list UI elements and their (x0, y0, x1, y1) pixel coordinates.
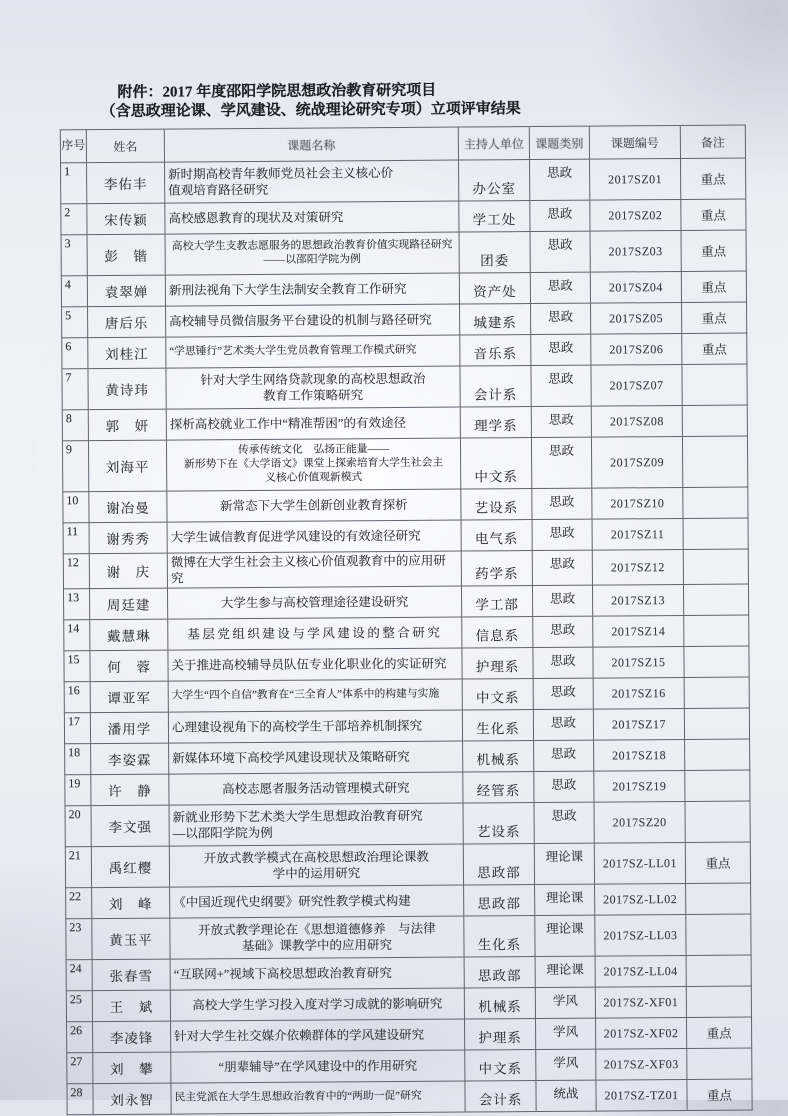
cell-remark (686, 955, 751, 986)
table-row (62, 364, 747, 410)
table-row (61, 158, 746, 204)
cell-code: 2017SZ-LL01 (594, 842, 685, 884)
cell-name: 郭 妍 (88, 409, 166, 441)
cell-code: 2017SZ09 (591, 436, 682, 488)
results-table-head (60, 125, 745, 163)
cell-code: 2017SZ19 (594, 770, 685, 802)
cell-unit: 思政部 (463, 844, 534, 885)
cell-project-title: “学思锤行”艺术类大学生党员教育管理工作模式研究 (166, 335, 460, 368)
cell-code: 2017SZ-LL04 (595, 955, 686, 987)
cell-code: 2017SZ16 (593, 677, 684, 709)
table-row (63, 518, 748, 554)
cell-index: 23 (66, 919, 92, 960)
results-table (60, 125, 753, 1116)
cell-unit: 资产处 (459, 273, 530, 304)
table-row (67, 1017, 752, 1053)
cell-remark (683, 518, 748, 549)
cell-index: 1 (61, 163, 87, 204)
cell-index: 5 (62, 307, 88, 338)
cell-remark: 重点 (687, 1079, 752, 1110)
cell-name: 刘桂江 (88, 337, 166, 369)
table-row (61, 230, 746, 276)
cell-code: 2017SZ-XF02 (596, 1017, 687, 1049)
cell-remark: 重点 (681, 158, 746, 199)
cell-code: 2017SZ-TZ01 (596, 1079, 687, 1111)
cell-name: 刘 峰 (92, 887, 170, 919)
cell-index: 11 (63, 523, 89, 554)
cell-project-title: 高校感恩教育的现状及对策研究 (165, 201, 459, 234)
cell-unit: 机械系 (463, 741, 534, 772)
cell-project-title: 新常态下大学生创新创业教育探析 (167, 489, 461, 522)
cell-category: 思政 (531, 365, 591, 406)
cell-code: 2017SZ07 (591, 364, 682, 406)
cell-project-title: 《中国近现代史纲要》研究性教学模式构建 (170, 885, 464, 918)
cell-remark (684, 646, 749, 677)
cell-category: 思政 (531, 334, 591, 365)
cell-index: 19 (65, 775, 91, 806)
header-row (60, 125, 745, 163)
cell-category: 理论课 (535, 884, 595, 915)
table-row (62, 333, 747, 369)
table-row (65, 770, 750, 806)
cell-code: 2017SZ-XF01 (595, 986, 686, 1018)
cell-remark: 重点 (687, 1017, 752, 1048)
cell-name: 李凌锋 (93, 1021, 171, 1053)
cell-category: 理论课 (534, 843, 594, 884)
table-row (64, 708, 749, 744)
cell-project-title: 开放式教学理论在《思想道德修养 与法律 基础》课教学中的应用研究 (170, 916, 464, 959)
cell-index: 27 (67, 1053, 93, 1084)
cell-name: 彭 锴 (87, 234, 165, 276)
cell-remark (686, 986, 751, 1017)
table-row (64, 677, 749, 713)
cell-remark (686, 883, 751, 914)
cell-remark: 重点 (681, 199, 746, 230)
table-row (64, 615, 749, 651)
cell-category: 统战 (536, 1080, 596, 1111)
cell-name: 何 蓉 (90, 650, 168, 682)
cell-unit: 经管系 (463, 772, 534, 803)
cell-unit: 药学系 (461, 551, 532, 586)
cell-code: 2017SZ12 (592, 549, 683, 585)
cell-unit: 会计系 (460, 366, 531, 407)
cell-project-title: 针对大学生社交媒介依赖群体的学风建设研究 (171, 1019, 465, 1052)
cell-code: 2017SZ10 (592, 487, 683, 519)
cell-project-title: 高校辅导员微信服务平台建设的机制与路径研究 (166, 304, 460, 337)
cell-unit: 护理系 (465, 1019, 536, 1050)
cell-project-title: 民主党派在大学生思想政治教育中的“两助一促”研究 (171, 1081, 465, 1114)
cell-index: 21 (65, 847, 91, 888)
cell-index: 15 (64, 651, 90, 682)
cell-index: 9 (62, 441, 88, 492)
cell-name: 禹红樱 (91, 846, 169, 888)
cell-name: 谢冶曼 (89, 491, 167, 523)
cell-project-title: 大学生参与高校管理途径建设研究 (167, 586, 461, 619)
cell-project-title: 大学生“四个自信”教育在“三全育人”体系中的构建与实施 (168, 679, 462, 712)
table-row (65, 739, 750, 775)
header-index: 序号 (60, 130, 86, 163)
cell-name: 戴慧琳 (90, 619, 168, 651)
table-row (62, 405, 747, 441)
cell-remark: 重点 (681, 271, 746, 302)
cell-code: 2017SZ04 (590, 271, 681, 303)
cell-name: 李姿霖 (91, 743, 169, 775)
cell-index: 20 (65, 806, 91, 847)
cell-code: 2017SZ11 (592, 518, 683, 550)
cell-remark (687, 1048, 752, 1079)
table-row (64, 646, 749, 682)
cell-remark (684, 708, 749, 739)
cell-category: 思政 (531, 303, 591, 334)
cell-project-title: “朋辈辅导”在学风建设中的作用研究 (171, 1050, 465, 1083)
results-table-body (61, 158, 753, 1115)
cell-remark (683, 584, 748, 615)
cell-category: 思政 (531, 437, 591, 488)
cell-unit: 学工部 (461, 586, 532, 617)
cell-unit: 团委 (459, 232, 530, 273)
cell-name: 袁翠婵 (87, 275, 165, 307)
cell-name: 张春雪 (92, 959, 170, 991)
cell-category: 理论课 (535, 956, 595, 987)
cell-index: 10 (63, 492, 89, 523)
cell-name: 周廷建 (89, 588, 167, 620)
cell-project-title: 探析高校就业工作中“精准帮困”的有效途径 (166, 407, 460, 440)
cell-unit: 理学系 (460, 407, 531, 438)
cell-category: 思政 (530, 200, 590, 231)
header-name: 姓名 (86, 129, 164, 163)
cell-category: 思政 (532, 488, 592, 519)
cell-index: 2 (61, 204, 87, 235)
cell-name: 唐后乐 (88, 306, 166, 338)
cell-project-title: 大学生诚信教育促进学风建设的有效途径研究 (167, 520, 461, 553)
cell-code: 2017SZ05 (591, 302, 682, 334)
header-category: 课题类别 (529, 126, 589, 159)
cell-unit: 信息系 (462, 617, 533, 648)
cell-code: 2017SZ15 (593, 646, 684, 678)
header-remark: 备注 (680, 125, 745, 158)
cell-unit: 办公室 (459, 160, 530, 201)
table-row (66, 914, 751, 960)
cell-unit: 中文系 (465, 1050, 536, 1081)
cell-category: 思政 (532, 519, 592, 550)
cell-unit: 机械系 (464, 988, 535, 1019)
cell-name: 刘 攀 (93, 1052, 171, 1084)
cell-code: 2017SZ03 (590, 230, 681, 272)
cell-name: 王 斌 (92, 990, 170, 1022)
cell-name: 谢秀秀 (89, 522, 167, 554)
cell-category: 理论课 (535, 915, 595, 956)
cell-remark (684, 677, 749, 708)
cell-index: 16 (64, 682, 90, 713)
cell-category: 思政 (530, 272, 590, 303)
cell-remark: 重点 (682, 302, 747, 333)
cell-unit: 城建系 (460, 304, 531, 335)
table-row (63, 549, 748, 589)
cell-name: 李文强 (91, 805, 169, 847)
cell-remark: 重点 (682, 333, 747, 364)
cell-code: 2017SZ01 (590, 158, 681, 200)
header-project-title: 课题名称 (164, 127, 458, 162)
cell-unit: 学工处 (459, 201, 530, 232)
table-row (66, 986, 751, 1022)
cell-project-title: 新时期高校青年教师党员社会主义核心价 值观培育路径研究 (165, 160, 459, 203)
cell-project-title: 新媒体环境下高校学风建设现状及策略研究 (169, 741, 463, 774)
cell-category: 思政 (534, 771, 594, 802)
cell-code: 2017SZ18 (594, 739, 685, 771)
cell-unit: 电气系 (461, 520, 532, 551)
cell-remark (682, 436, 747, 487)
cell-project-title: 关于推进高校辅导员队伍专业化职业化的实证研究 (168, 648, 462, 681)
cell-name: 宋传颖 (87, 203, 165, 235)
cell-index: 22 (66, 888, 92, 919)
table-row (61, 199, 746, 235)
table-row (65, 801, 750, 847)
table-row (62, 302, 747, 338)
cell-name: 许 静 (91, 774, 169, 806)
cell-name: 谢 庆 (89, 553, 167, 589)
document-title (0, 79, 786, 123)
table-row (62, 436, 747, 492)
header-unit: 主持人单位 (458, 127, 529, 160)
cell-category: 思政 (534, 740, 594, 771)
cell-project-title: 新刑法视角下大学生法制安全教育工作研究 (165, 273, 459, 306)
cell-unit: 生化系 (462, 710, 533, 741)
cell-index: 13 (63, 589, 89, 620)
cell-name: 黄玉平 (92, 918, 170, 960)
cell-code: 2017SZ14 (593, 615, 684, 647)
table-row (67, 1048, 752, 1084)
cell-name: 李佑丰 (87, 162, 165, 204)
table-row (63, 584, 748, 620)
cell-project-title: 心理建设视角下的高校学生干部培养机制探究 (168, 710, 462, 743)
table-row (61, 271, 746, 307)
cell-category: 学风 (536, 1049, 596, 1080)
cell-name: 潘用学 (90, 712, 168, 744)
cell-code: 2017SZ02 (590, 199, 681, 231)
cell-index: 26 (67, 1022, 93, 1053)
cell-category: 学风 (535, 987, 595, 1018)
cell-code: 2017SZ08 (591, 405, 682, 437)
cell-index: 24 (66, 960, 92, 991)
cell-category: 思政 (533, 678, 593, 709)
table-row (63, 487, 748, 523)
cell-index: 28 (67, 1084, 93, 1115)
cell-project-title: 高校大学生支教志愿服务的思想政治教育价值实现路径研究 ——以邵阳学院为例 (165, 232, 459, 275)
table-row (66, 883, 751, 919)
cell-remark: 重点 (685, 842, 750, 883)
cell-index: 25 (66, 991, 92, 1022)
cell-remark (684, 615, 749, 646)
cell-unit: 护理系 (462, 648, 533, 679)
cell-project-title: 高校大学生学习投入度对学习成就的影响研究 (170, 988, 464, 1021)
cell-code: 2017SZ13 (592, 584, 683, 616)
cell-unit: 音乐系 (460, 335, 531, 366)
cell-remark (682, 364, 747, 405)
cell-unit: 艺设系 (463, 803, 534, 844)
cell-category: 思政 (532, 585, 592, 616)
cell-category: 思政 (530, 231, 590, 272)
cell-code: 2017SZ06 (591, 333, 682, 365)
cell-project-title: “互联网+”视域下高校思想政治教育研究 (170, 957, 464, 990)
cell-index: 6 (62, 338, 88, 369)
cell-remark: 重点 (681, 230, 746, 271)
table-row (67, 1079, 752, 1115)
cell-project-title: 基层党组织建设与学风建设的整合研究 (168, 617, 462, 650)
table-row (66, 955, 751, 991)
cell-index: 3 (61, 235, 87, 276)
cell-category: 学风 (536, 1018, 596, 1049)
cell-remark (685, 770, 750, 801)
cell-project-title: 针对大学生网络贷款现象的高校思想政治 教育工作策略研究 (166, 366, 460, 409)
header-code: 课题编号 (589, 125, 680, 159)
cell-project-title: 传承传统文化 弘扬正能量—— 新形势下在《大学语文》课堂上探索培育大学生社会主 义核心价值观新模式 (166, 438, 460, 491)
cell-index: 7 (62, 369, 88, 410)
cell-category: 思政 (533, 647, 593, 678)
cell-unit: 艺设系 (461, 489, 532, 520)
cell-code: 2017SZ-LL03 (595, 914, 686, 956)
cell-index: 17 (64, 713, 90, 744)
cell-index: 12 (63, 554, 89, 589)
cell-category: 思政 (534, 802, 594, 843)
cell-index: 8 (62, 410, 88, 441)
cell-remark (682, 405, 747, 436)
cell-unit: 生化系 (464, 916, 535, 957)
cell-unit: 思政部 (464, 957, 535, 988)
cell-code: 2017SZ-LL02 (595, 883, 686, 915)
cell-category: 思政 (533, 616, 593, 647)
cell-category: 思政 (532, 550, 592, 585)
cell-remark (683, 487, 748, 518)
cell-name: 黄诗玮 (88, 368, 166, 410)
cell-remark (685, 739, 750, 770)
cell-remark (683, 549, 748, 584)
cell-unit: 中文系 (460, 438, 531, 489)
cell-project-title: 微博在大学生社会主义核心价值观教育中的应用研究 (167, 551, 461, 588)
cell-name: 谭亚军 (90, 681, 168, 713)
cell-name: 刘永智 (93, 1083, 171, 1115)
document-title-line1: 附件：2017 年度邵阳学院思想政治教育研究项目 (117, 82, 437, 101)
cell-project-title: 新就业形势下艺术类大学生思想政治教育研究 —以邵阳学院为例 (169, 803, 463, 846)
table-row (65, 842, 750, 888)
document-title-line2: （含思政理论课、学风建设、统战理论研究专项）立项评审结果 (100, 101, 521, 121)
cell-category: 思政 (531, 406, 591, 437)
cell-category: 思政 (533, 709, 593, 740)
cell-code: 2017SZ17 (593, 708, 684, 740)
cell-project-title: 高校志愿者服务活动管理模式研究 (169, 772, 463, 805)
cell-remark (685, 801, 750, 842)
cell-project-title: 开放式教学模式在高校思想政治理论课教 学中的运用研究 (169, 844, 463, 887)
cell-category: 思政 (530, 159, 590, 200)
cell-code: 2017SZ20 (594, 801, 685, 843)
cell-unit: 中文系 (462, 679, 533, 710)
cell-code: 2017SZ-XF03 (596, 1048, 687, 1080)
cell-unit: 会计系 (465, 1081, 536, 1112)
cell-name: 刘海平 (88, 440, 166, 492)
cell-remark (686, 914, 751, 955)
cell-index: 4 (61, 276, 87, 307)
cell-index: 14 (64, 620, 90, 651)
cell-index: 18 (65, 744, 91, 775)
cell-unit: 思政部 (464, 885, 535, 916)
